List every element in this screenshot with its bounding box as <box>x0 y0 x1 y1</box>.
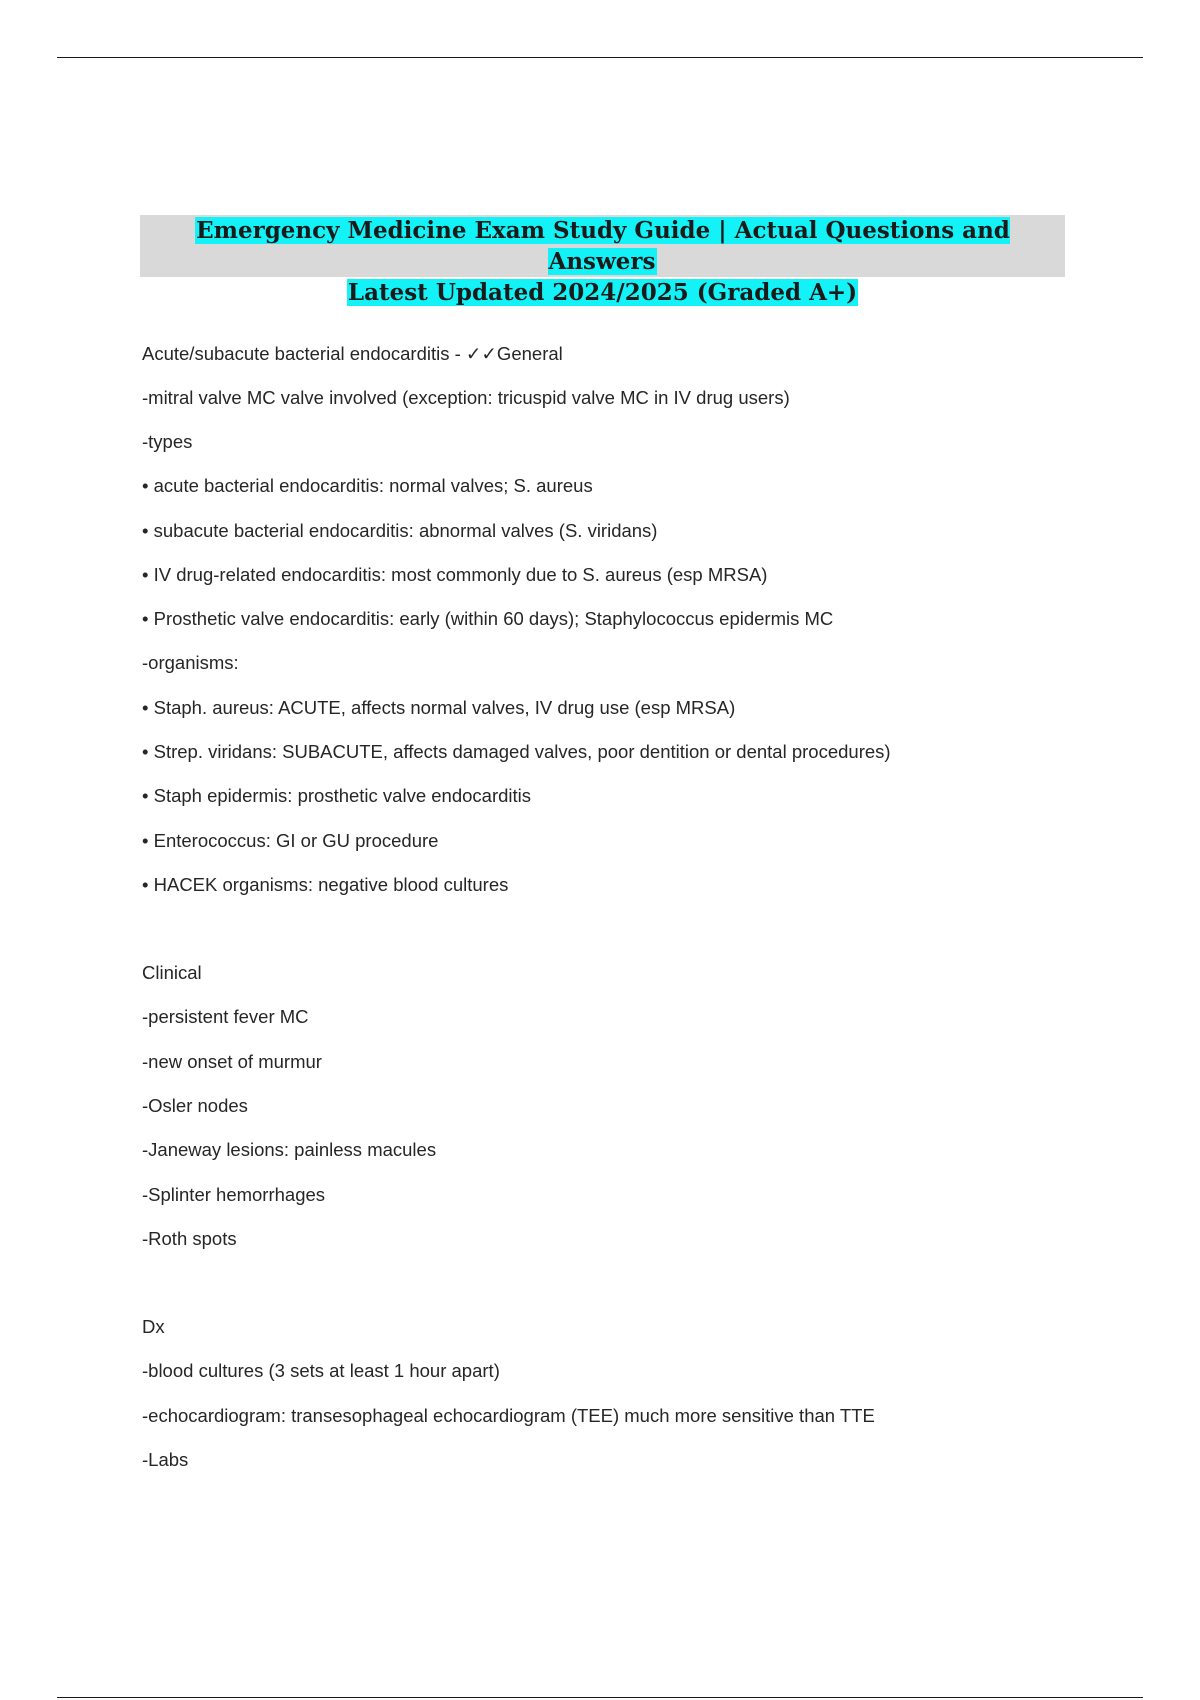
body-line: -types <box>142 431 193 452</box>
body-line: -Splinter hemorrhages <box>142 1184 326 1205</box>
body-line: -blood cultures (3 sets at least 1 hour apart) <box>142 1360 500 1381</box>
title-line-2: Latest Updated 2024/2025 (Graded A+) <box>347 279 858 306</box>
bullet-item: • Staph. aureus: ACUTE, affects normal valves, IV drug use (esp MRSA) <box>142 697 736 718</box>
section-heading-general: Acute/subacute bacterial endocarditis - ✓✓General <box>142 343 563 364</box>
body-line: -Janeway lesions: painless macules <box>142 1139 437 1160</box>
title-line-1: Emergency Medicine Exam Study Guide | Actual Questions and Answers <box>196 217 1010 275</box>
body-line: -organisms: <box>142 652 239 673</box>
document-title <box>140 215 1065 306</box>
body-line: -Roth spots <box>142 1228 237 1249</box>
bullet-item: • acute bacterial endocarditis: normal valves; S. aureus <box>142 475 593 496</box>
bullet-item: • IV drug-related endocarditis: most commonly due to S. aureus (esp MRSA) <box>142 564 768 585</box>
section-heading-clinical: Clinical <box>142 962 202 983</box>
bullet-item: • Strep. viridans: SUBACUTE, affects damaged valves, poor dentition or dental procedures) <box>142 741 891 762</box>
bullet-item: • subacute bacterial endocarditis: abnormal valves (S. viridans) <box>142 520 658 541</box>
bullet-item: • HACEK organisms: negative blood cultures <box>142 874 509 895</box>
section-heading-dx: Dx <box>142 1316 165 1337</box>
body-line: -Osler nodes <box>142 1095 248 1116</box>
bullet-item: • Staph epidermis: prosthetic valve endocarditis <box>142 785 532 806</box>
bullet-item: • Enterococcus: GI or GU procedure <box>142 830 439 851</box>
bullet-item: • Prosthetic valve endocarditis: early (within 60 days); Staphylococcus epidermis MC <box>142 608 834 629</box>
body-line: -persistent fever MC <box>142 1006 309 1027</box>
footer-rule <box>57 1697 1143 1698</box>
body-line: -mitral valve MC valve involved (exception: tricuspid valve MC in IV drug users) <box>142 387 790 408</box>
header-rule <box>57 57 1143 58</box>
body-line: -new onset of murmur <box>142 1051 322 1072</box>
body-line: -echocardiogram: transesophageal echocardiogram (TEE) much more sensitive than TTE <box>142 1405 875 1426</box>
body-line: -Labs <box>142 1449 189 1470</box>
